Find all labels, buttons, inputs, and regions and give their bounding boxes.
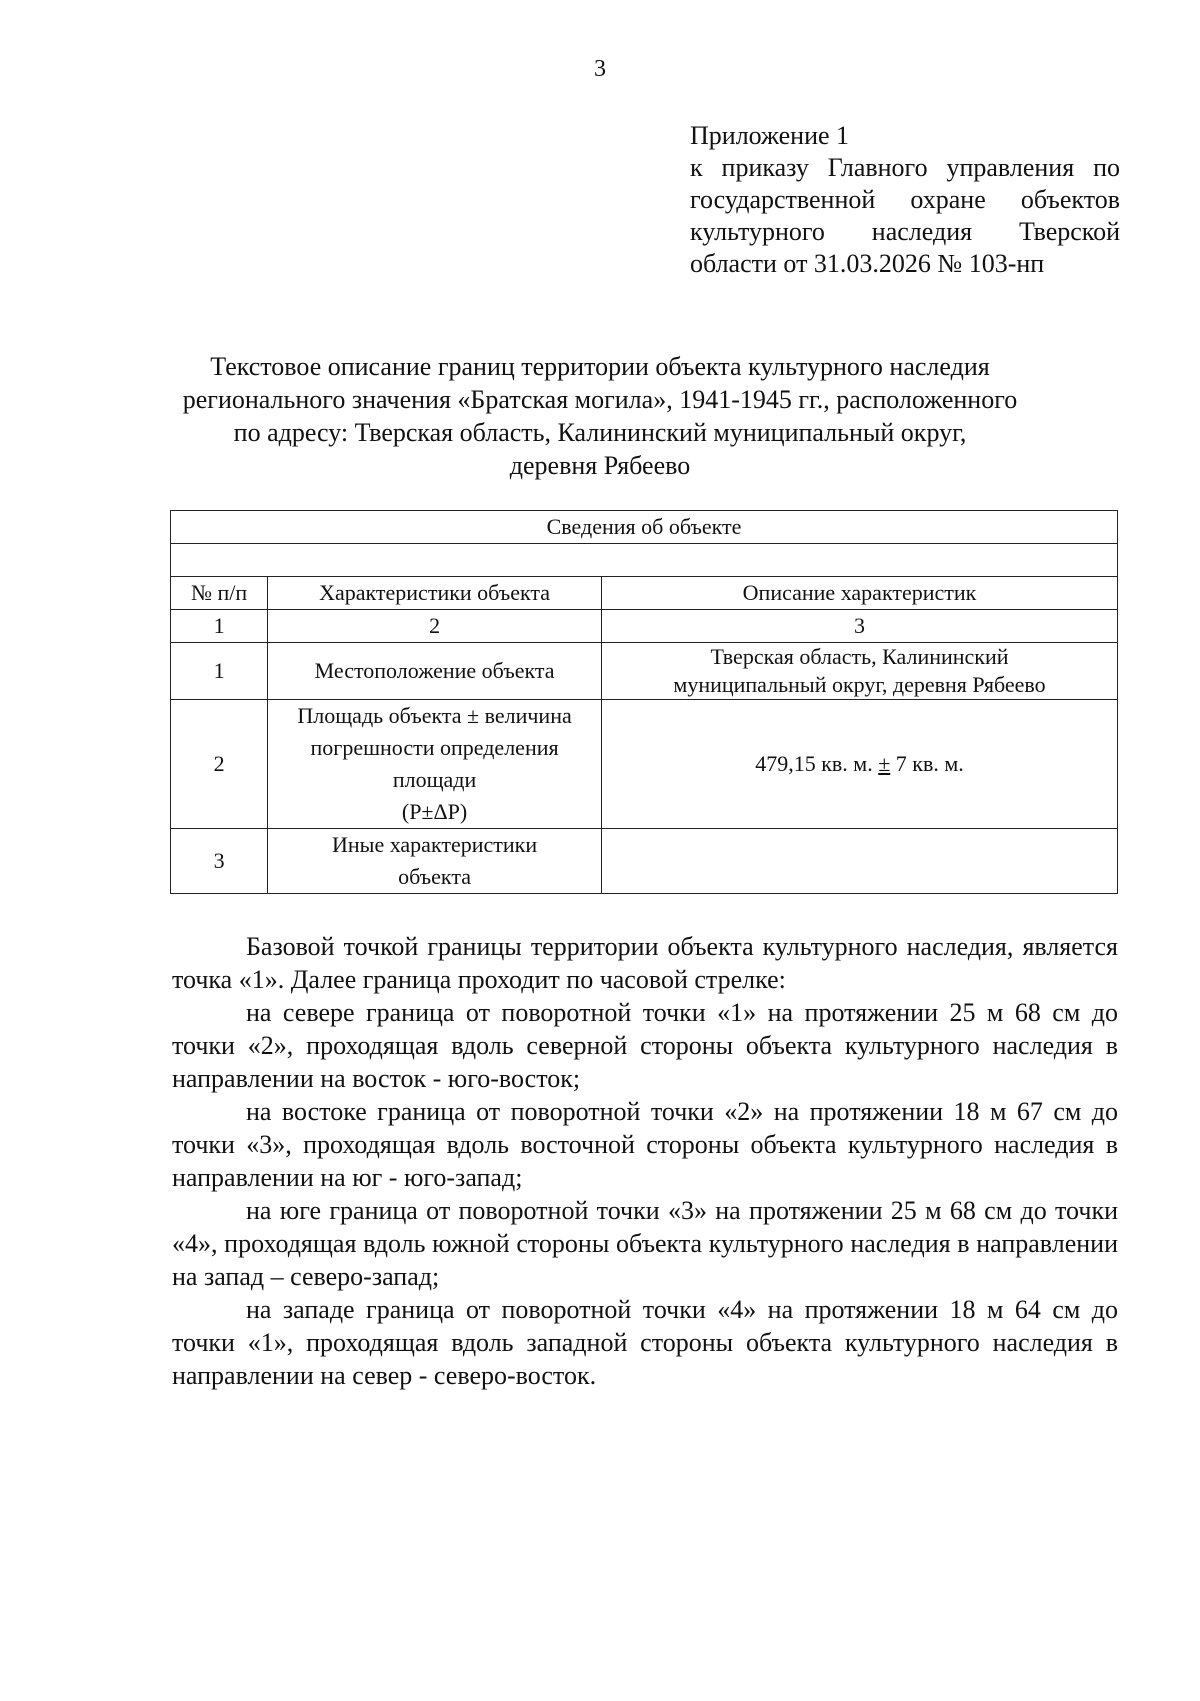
column-number: 2 (268, 610, 602, 643)
header-number: № п/п (171, 577, 268, 610)
table-caption: Сведения об объекте (171, 511, 1118, 544)
characteristic-line: Иные характеристики (332, 832, 538, 857)
title-line: Текстовое описание границ территории объекта культурного наследия (210, 352, 990, 381)
appendix-line: области от 31.03.2026 № 103-нп (690, 249, 1045, 278)
title-line: по адресу: Тверская область, Калининский муниципальный округ, (233, 418, 967, 447)
characteristic-line: площади (392, 767, 477, 792)
title-line: регионального значения «Братская могила», 1941-1945 гг., расположенного (182, 385, 1018, 414)
area-value: 479,15 кв. м. (755, 751, 879, 776)
plus-minus-sign: ± (878, 751, 891, 776)
area-error: 7 кв. м. (890, 751, 964, 776)
table-empty-cell (171, 544, 1118, 577)
table-column-numbers-row (171, 610, 1118, 643)
appendix-line: к приказу Главного управления по (690, 153, 1120, 182)
appendix-block (690, 120, 1120, 280)
characteristic-line: Площадь объекта ± величина (297, 703, 572, 728)
description-line: Тверская область, Калининский (710, 644, 1009, 669)
appendix-line: Приложение 1 (690, 121, 850, 150)
header-description: Описание характеристик (602, 577, 1118, 610)
row-characteristic: Местоположение объекта (268, 643, 602, 700)
table-header-row (171, 577, 1118, 610)
object-info-table (170, 510, 1118, 894)
row-number: 1 (171, 643, 268, 700)
row-description (602, 700, 1118, 829)
document-title (0, 350, 1200, 482)
paragraph: на востоке граница от поворотной точки «2» на протяжении 18 м 67 см до точки «3», проходящая вдоль восточной стороны объекта культурного наследия в направлении на юг - юго-запад; (172, 1097, 1118, 1192)
characteristic-line: погрешности определения (310, 735, 559, 760)
characteristic-line: (P±ΔP) (401, 799, 468, 824)
column-number: 1 (171, 610, 268, 643)
table-row (171, 829, 1118, 894)
table-caption-row (171, 511, 1118, 544)
paragraph: на севере граница от поворотной точки «1» на протяжении 25 м 68 см до точки «2», проходящая вдоль северной стороны объекта культурного наследия в направлении на восток - юго-восток; (172, 998, 1118, 1093)
row-number: 2 (171, 700, 268, 829)
boundary-description (172, 930, 1118, 1392)
row-characteristic (268, 700, 602, 829)
title-line: деревня Рябеево (509, 451, 691, 480)
row-description (602, 829, 1118, 894)
header-characteristic: Характеристики объекта (268, 577, 602, 610)
page-number: 3 (594, 56, 606, 82)
row-description (602, 643, 1118, 700)
column-number: 3 (602, 610, 1118, 643)
table-row (171, 643, 1118, 700)
paragraph: на западе граница от поворотной точки «4» на протяжении 18 м 64 см до точки «1», проходящая вдоль западной стороны объекта культурного наследия в направлении на север - северо-восток. (172, 1295, 1118, 1390)
appendix-line: государственной охране объектов (690, 185, 1120, 214)
paragraph: Базовой точкой границы территории объекта культурного наследия, является точка «1». Далее граница проходит по часовой стрелке: (172, 932, 1118, 994)
paragraph: на юге граница от поворотной точки «3» на протяжении 25 м 68 см до точки «4», проходящая вдоль южной стороны объекта культурного наследия в направлении на запад – северо-запад; (172, 1196, 1118, 1291)
table-empty-row (171, 544, 1118, 577)
appendix-line: культурного наследия Тверской (690, 217, 1120, 246)
row-number: 3 (171, 829, 268, 894)
table-row (171, 700, 1118, 829)
row-characteristic (268, 829, 602, 894)
description-line: муниципальный округ, деревня Рябеево (673, 672, 1046, 697)
characteristic-line: объекта (398, 864, 471, 889)
